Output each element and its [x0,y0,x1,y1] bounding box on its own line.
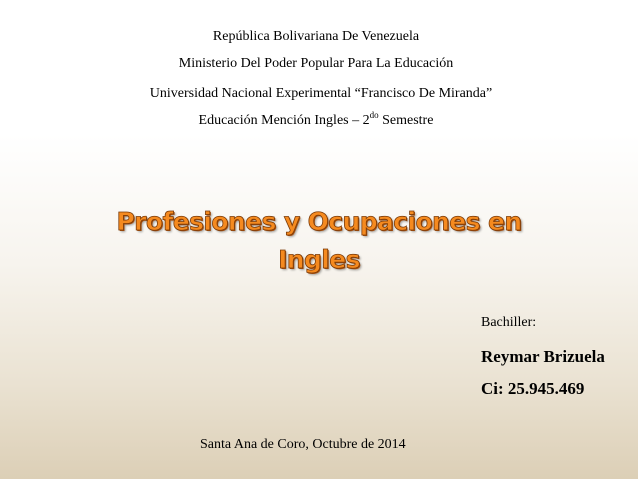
header-university: Universidad Nacional Experimental “Francisco De Miranda” [149,86,493,101]
program-text: Educación Mención Ingles – 2 [198,113,370,128]
title-line-2: Ingles [278,245,360,274]
program-superscript: do [369,110,379,120]
title-line-1: Profesiones y Ocupaciones en [116,207,522,236]
footer-place-date: Santa Ana de Coro, Octubre de 2014 [200,437,406,452]
header-program [0,112,635,130]
slide-title [0,203,638,279]
author-id: Ci: 25.945.469 [481,379,585,398]
header-ministry: Ministerio Del Poder Popular Para La Educación [178,56,454,71]
header-country: República Bolivariana De Venezuela [212,29,420,44]
author-block [481,314,631,400]
author-label: Bachiller: [481,315,537,330]
program-semester: Semestre [378,113,434,128]
author-name: Reymar Brizuela [481,347,605,366]
